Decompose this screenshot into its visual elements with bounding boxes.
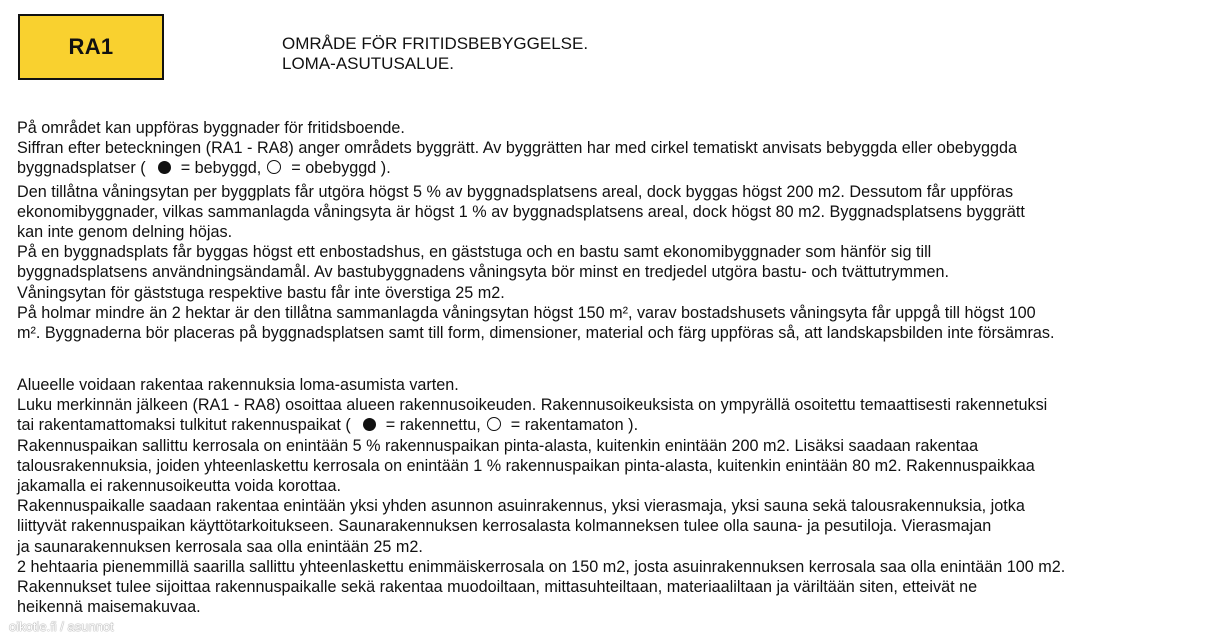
text-segment: tai rakentamattomaksi tulkitut rakennuspaikat ( (17, 416, 351, 435)
text-line: Rakennukset tulee sijoittaa rakennuspaikalle sekä rakentaa muodoiltaan, mittasuhteiltaan, materiaaliltaan ja väriltään siten, etteivät ne (17, 578, 978, 597)
zone-code: RA1 (68, 34, 114, 59)
text-line: jakamalla ei rakennusoikeutta voida korottaa. (17, 477, 341, 496)
hollow-circle-icon (487, 417, 501, 431)
text-line (17, 415, 1222, 435)
text-line: heikennä maisemakuvaa. (17, 598, 201, 617)
finnish-regulation-text (17, 375, 1222, 617)
legend-unbuilt-label: = rakentamaton ). (510, 416, 639, 435)
text-line: Alueelle voidaan rakentaa rakennuksia loma-asumista varten. (17, 376, 459, 394)
text-line: Siffran efter beteckningen (RA1 - RA8) anger områdets byggrätt. Av byggrätten har med cirkel tematiskt anvisats bebyggda eller obebyggda (17, 139, 1017, 158)
zone-title (282, 34, 588, 74)
text-line: talousrakennuksia, joiden yhteenlaskettu kerrosala on enintään 1 % rakennuspaikan pinta-alasta, kuitenkin enintään 80 m2. Rakennuspaikkaa (17, 456, 1035, 475)
text-line: byggnadsplatsens användningsändamål. Av bastubyggnadens våningsyta bör minst en tredjedel utgöra bastu- och tvättutrymmen. (17, 263, 949, 282)
text-line: Luku merkinnän jälkeen (RA1 - RA8) osoittaa alueen rakennusoikeuden. Rakennusoikeuksista on ympyrällä osoitettu temaattisesti rakennetuksi (17, 396, 1048, 415)
text-line: ja saunarakennuksen kerrosala saa olla enintään 25 m2. (17, 537, 423, 556)
watermark: oikotie.fi / asunnot (9, 619, 114, 634)
zone-title-finnish: LOMA-ASUTUSALUE. (282, 54, 454, 73)
text-line: Våningsytan för gäststuga respektive bastu får inte överstiga 25 m2. (17, 283, 505, 302)
text-line: ekonomibyggnader, vilkas sammanlagda våningsyta är högst 1 % av byggnadsplatsens areal, dock högst 80 m2. Byggnadsplatsens byggrätt (17, 202, 1025, 221)
text-line: På holmar mindre än 2 hektar är den tillåtna sammanlagda våningsytan högst 150 m², varav bostadshusets våningsyta får uppgå till högst 100 (17, 303, 1036, 322)
text-line: Den tillåtna våningsytan per byggplats får utgöra högst 5 % av byggnadsplatsens areal, dock byggas högst 200 m2. Dessutom får uppföras (17, 182, 1014, 201)
zone-title-swedish: OMRÅDE FÖR FRITIDSBEBYGGELSE. (282, 34, 589, 53)
zone-code-badge (18, 14, 164, 80)
text-line: Rakennuspaikan sallittu kerrosala on enintään 5 % rakennuspaikan pinta-alasta, kuitenkin enintään 200 m2. Lisäksi saadaan rakentaa (17, 436, 979, 455)
text-line: På en byggnadsplats får byggas högst ett enbostadshus, en gäststuga och en bastu samt ekonomibyggnader som hänför sig till (17, 243, 932, 262)
text-line: På området kan uppföras byggnader för fritidsboende. (17, 119, 405, 137)
swedish-regulation-text (17, 118, 1222, 343)
filled-circle-icon (158, 161, 171, 174)
text-line: 2 hehtaaria pienemmillä saarilla sallittu yhteenlaskettu enimmäiskerrosala on 150 m2, josta asuinrakennuksen kerrosala saa olla enintään 100 m2. (17, 557, 1066, 576)
text-line: kan inte genom delning höjas. (17, 223, 233, 242)
legend-built-label: = rakennettu, (385, 416, 481, 435)
hollow-circle-icon (267, 160, 281, 174)
legend-built-label: = bebyggd, (180, 159, 262, 178)
text-line: m². Byggnaderna bör placeras på byggnadsplatsen samt till form, dimensioner, material och färg uppföras så, att landskapsbilden inte försämras. (17, 324, 1055, 343)
filled-circle-icon (363, 418, 376, 431)
text-line: liittyvät rakennuspaikan käyttötarkoitukseen. Saunarakennuksen kerrosalasta kolmanneksen tulee olla sauna- ja pesutiloja. Vierasmajan (17, 517, 992, 536)
text-line: Rakennuspaikalle saadaan rakentaa enintään yksi yhden asunnon asuinrakennus, yksi vierasmaja, yksi sauna sekä talousrakennuksia, jotka (17, 497, 1025, 516)
text-segment: byggnadsplatser ( (17, 159, 146, 178)
legend-unbuilt-label: = obebyggd ). (291, 159, 391, 178)
text-line (17, 158, 1222, 178)
